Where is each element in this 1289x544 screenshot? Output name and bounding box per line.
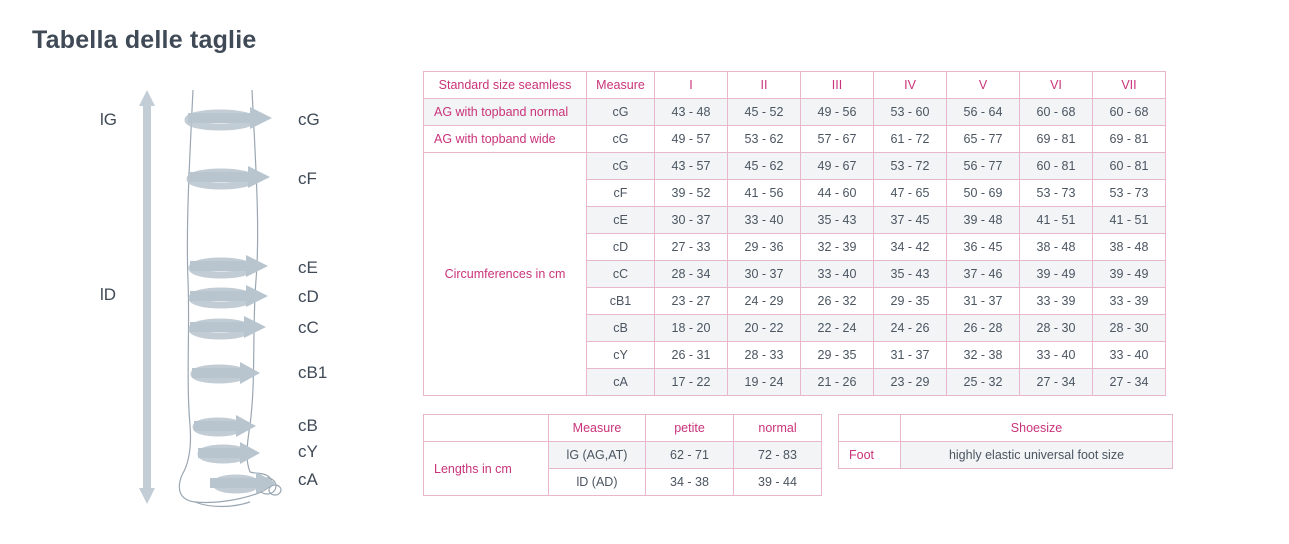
header-size-3: III bbox=[801, 72, 874, 99]
cell-value: 38 - 48 bbox=[1093, 234, 1166, 261]
header-size-6: VI bbox=[1020, 72, 1093, 99]
cell-value: 37 - 46 bbox=[947, 261, 1020, 288]
cell-value: 41 - 51 bbox=[1093, 207, 1166, 234]
diagram-label-lG: lG bbox=[100, 110, 117, 129]
cell-value: 39 - 52 bbox=[655, 180, 728, 207]
diagram-label-cD: cD bbox=[298, 287, 319, 306]
cell-value: 45 - 62 bbox=[728, 153, 801, 180]
cell-value: 27 - 34 bbox=[1020, 369, 1093, 396]
cell-value: 60 - 68 bbox=[1020, 99, 1093, 126]
cell-value: 27 - 34 bbox=[1093, 369, 1166, 396]
row-measure: cF bbox=[587, 180, 655, 207]
cell-value: 29 - 35 bbox=[801, 342, 874, 369]
cell-value: 31 - 37 bbox=[947, 288, 1020, 315]
cell-value: 22 - 24 bbox=[801, 315, 874, 342]
cell-value: 38 - 48 bbox=[1020, 234, 1093, 261]
table-header-row bbox=[424, 415, 822, 442]
table-header-row bbox=[424, 72, 1166, 99]
header-size-4: IV bbox=[874, 72, 947, 99]
cell-value: 23 - 29 bbox=[874, 369, 947, 396]
cell-value: 23 - 27 bbox=[655, 288, 728, 315]
cell-value: 69 - 81 bbox=[1020, 126, 1093, 153]
cell-value: 61 - 72 bbox=[874, 126, 947, 153]
row-measure: cD bbox=[587, 234, 655, 261]
lengths-header-normal: normal bbox=[734, 415, 822, 442]
cell-value: 49 - 57 bbox=[655, 126, 728, 153]
size-table bbox=[423, 71, 1166, 396]
cell-value: 56 - 77 bbox=[947, 153, 1020, 180]
header-measure: Measure bbox=[587, 72, 655, 99]
diagram-label-lD: lD bbox=[100, 285, 117, 304]
cell-value: 29 - 36 bbox=[728, 234, 801, 261]
cell-value: 24 - 26 bbox=[874, 315, 947, 342]
cell-value: 32 - 38 bbox=[947, 342, 1020, 369]
row-measure: cA bbox=[587, 369, 655, 396]
row-label-ag-topband-normal: AG with topband normal bbox=[424, 99, 587, 126]
cell-value: 36 - 45 bbox=[947, 234, 1020, 261]
header-standard-size: Standard size seamless bbox=[424, 72, 587, 99]
cell-value: 33 - 40 bbox=[728, 207, 801, 234]
cell-value: 53 - 73 bbox=[1020, 180, 1093, 207]
row-label-circumferences: Circumferences in cm bbox=[424, 153, 587, 396]
cell-value: 28 - 33 bbox=[728, 342, 801, 369]
lengths-header-blank bbox=[424, 415, 549, 442]
cell-value: 39 - 44 bbox=[734, 469, 822, 496]
cell-value: 56 - 64 bbox=[947, 99, 1020, 126]
cell-value: 26 - 32 bbox=[801, 288, 874, 315]
cell-value: 26 - 31 bbox=[655, 342, 728, 369]
cell-value: 35 - 43 bbox=[874, 261, 947, 288]
shoe-row-value: highly elastic universal foot size bbox=[901, 442, 1173, 469]
cell-value: 33 - 40 bbox=[1020, 342, 1093, 369]
row-measure: cB bbox=[587, 315, 655, 342]
cell-value: 49 - 56 bbox=[801, 99, 874, 126]
cell-value: 30 - 37 bbox=[728, 261, 801, 288]
cell-value: 53 - 72 bbox=[874, 153, 947, 180]
header-size-2: II bbox=[728, 72, 801, 99]
cell-value: 44 - 60 bbox=[801, 180, 874, 207]
diagram-label-cC: cC bbox=[298, 318, 319, 337]
table-header-row bbox=[839, 415, 1173, 442]
lengths-measure: lD (AD) bbox=[549, 469, 646, 496]
cell-value: 24 - 29 bbox=[728, 288, 801, 315]
lengths-table bbox=[423, 414, 822, 496]
table-row bbox=[424, 126, 1166, 153]
table-row bbox=[424, 153, 1166, 180]
cell-value: 33 - 39 bbox=[1020, 288, 1093, 315]
row-measure: cC bbox=[587, 261, 655, 288]
header-size-1: I bbox=[655, 72, 728, 99]
cell-value: 20 - 22 bbox=[728, 315, 801, 342]
diagram-label-cB1: cB1 bbox=[298, 363, 328, 382]
cell-value: 43 - 57 bbox=[655, 153, 728, 180]
diagram-label-cE: cE bbox=[298, 258, 318, 277]
row-measure: cY bbox=[587, 342, 655, 369]
cell-value: 27 - 33 bbox=[655, 234, 728, 261]
row-measure: cG bbox=[587, 153, 655, 180]
table-row bbox=[424, 442, 822, 469]
diagram-label-cB: cB bbox=[298, 416, 318, 435]
cell-value: 41 - 56 bbox=[728, 180, 801, 207]
cell-value: 39 - 48 bbox=[947, 207, 1020, 234]
cell-value: 35 - 43 bbox=[801, 207, 874, 234]
cell-value: 33 - 40 bbox=[1093, 342, 1166, 369]
cell-value: 19 - 24 bbox=[728, 369, 801, 396]
cell-value: 47 - 65 bbox=[874, 180, 947, 207]
diagram-label-cA: cA bbox=[298, 470, 318, 489]
cell-value: 28 - 34 bbox=[655, 261, 728, 288]
page-title: Tabella delle taglie bbox=[32, 26, 257, 54]
cell-value: 25 - 32 bbox=[947, 369, 1020, 396]
lengths-row-label: Lengths in cm bbox=[424, 442, 549, 496]
cell-value: 60 - 81 bbox=[1093, 153, 1166, 180]
table-row bbox=[424, 99, 1166, 126]
lengths-header-petite: petite bbox=[646, 415, 734, 442]
cell-value: 60 - 81 bbox=[1020, 153, 1093, 180]
shoe-row-label-foot: Foot bbox=[839, 442, 901, 469]
cell-value: 28 - 30 bbox=[1093, 315, 1166, 342]
lengths-measure: lG (AG,AT) bbox=[549, 442, 646, 469]
cell-value: 49 - 67 bbox=[801, 153, 874, 180]
cell-value: 34 - 42 bbox=[874, 234, 947, 261]
diagram-label-cF: cF bbox=[298, 169, 317, 188]
cell-value: 62 - 71 bbox=[646, 442, 734, 469]
header-size-7: VII bbox=[1093, 72, 1166, 99]
shoe-header-shoesize: Shoesize bbox=[901, 415, 1173, 442]
cell-value: 29 - 35 bbox=[874, 288, 947, 315]
diagram-label-cY: cY bbox=[298, 442, 318, 461]
shoesize-table bbox=[838, 414, 1173, 469]
cell-value: 39 - 49 bbox=[1093, 261, 1166, 288]
row-measure: cG bbox=[587, 99, 655, 126]
row-measure: cG bbox=[587, 126, 655, 153]
cell-value: 33 - 39 bbox=[1093, 288, 1166, 315]
cell-value: 32 - 39 bbox=[801, 234, 874, 261]
cell-value: 31 - 37 bbox=[874, 342, 947, 369]
diagram-label-cG: cG bbox=[298, 110, 320, 129]
row-measure: cB1 bbox=[587, 288, 655, 315]
cell-value: 33 - 40 bbox=[801, 261, 874, 288]
row-measure: cE bbox=[587, 207, 655, 234]
cell-value: 28 - 30 bbox=[1020, 315, 1093, 342]
cell-value: 53 - 62 bbox=[728, 126, 801, 153]
table-row bbox=[839, 442, 1173, 469]
cell-value: 57 - 67 bbox=[801, 126, 874, 153]
shoe-header-blank bbox=[839, 415, 901, 442]
cell-value: 60 - 68 bbox=[1093, 99, 1166, 126]
cell-value: 45 - 52 bbox=[728, 99, 801, 126]
cell-value: 50 - 69 bbox=[947, 180, 1020, 207]
cell-value: 30 - 37 bbox=[655, 207, 728, 234]
cell-value: 26 - 28 bbox=[947, 315, 1020, 342]
cell-value: 18 - 20 bbox=[655, 315, 728, 342]
cell-value: 43 - 48 bbox=[655, 99, 728, 126]
row-label-ag-topband-wide: AG with topband wide bbox=[424, 126, 587, 153]
cell-value: 53 - 60 bbox=[874, 99, 947, 126]
cell-value: 53 - 73 bbox=[1093, 180, 1166, 207]
cell-value: 34 - 38 bbox=[646, 469, 734, 496]
cell-value: 39 - 49 bbox=[1020, 261, 1093, 288]
cell-value: 69 - 81 bbox=[1093, 126, 1166, 153]
cell-value: 72 - 83 bbox=[734, 442, 822, 469]
leg-diagram bbox=[60, 80, 400, 510]
cell-value: 37 - 45 bbox=[874, 207, 947, 234]
cell-value: 41 - 51 bbox=[1020, 207, 1093, 234]
cell-value: 65 - 77 bbox=[947, 126, 1020, 153]
header-size-5: V bbox=[947, 72, 1020, 99]
lengths-header-measure: Measure bbox=[549, 415, 646, 442]
cell-value: 21 - 26 bbox=[801, 369, 874, 396]
cell-value: 17 - 22 bbox=[655, 369, 728, 396]
